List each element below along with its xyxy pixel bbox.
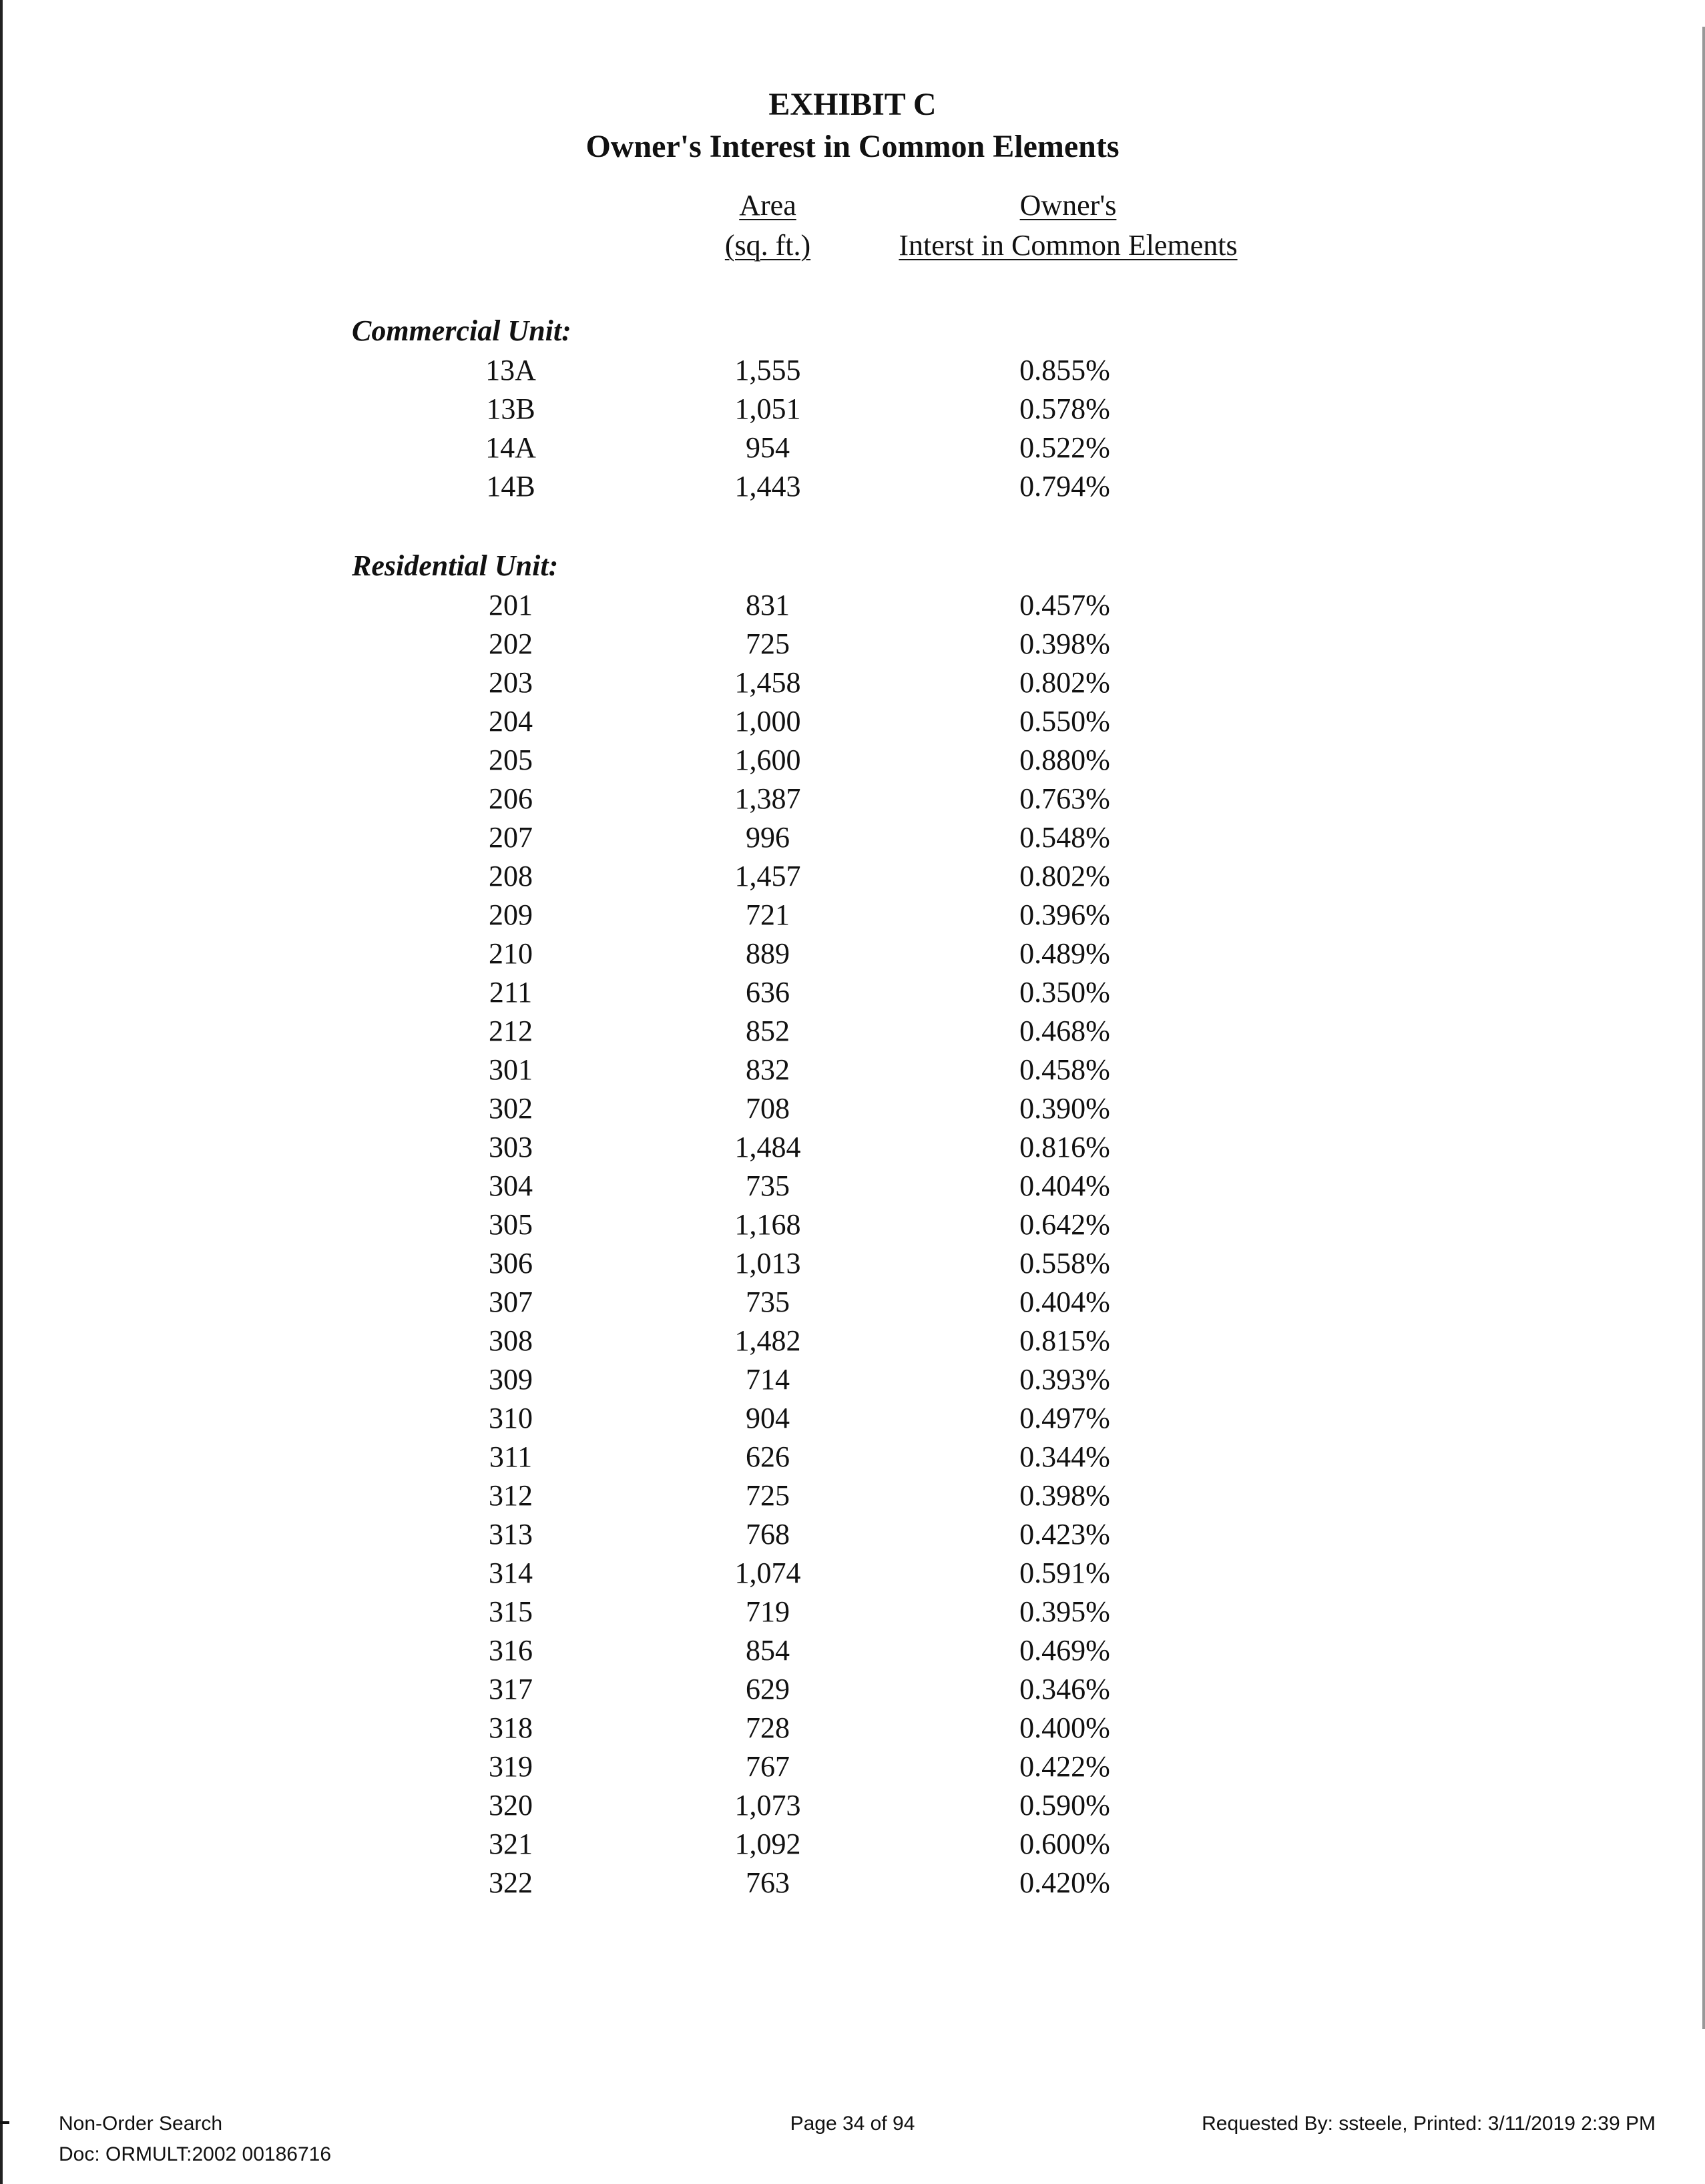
interest-cell: 0.423% [1019, 1518, 1110, 1551]
unit-number-cell: 311 [489, 1440, 533, 1473]
table-row [0, 1012, 1705, 1051]
unit-number-cell: 317 [489, 1673, 533, 1705]
area-cell: 904 [746, 1402, 790, 1434]
table-row [0, 780, 1705, 818]
area-cell: 1,555 [734, 354, 801, 386]
interest-cell: 0.346% [1019, 1673, 1110, 1705]
area-cell: 626 [746, 1440, 790, 1473]
unit-number-cell: 322 [489, 1866, 533, 1899]
table-row [0, 1322, 1705, 1360]
unit-number-cell: 314 [489, 1557, 533, 1589]
area-cell: 735 [746, 1286, 790, 1318]
table-row [0, 1554, 1705, 1593]
table-row [0, 429, 1705, 467]
unit-number-cell: 316 [489, 1634, 533, 1667]
table-row [0, 1593, 1705, 1631]
table-row [0, 390, 1705, 429]
table-row [0, 741, 1705, 780]
area-cell: 763 [746, 1866, 790, 1899]
unit-number-cell: 318 [489, 1711, 533, 1744]
unit-number-cell: 310 [489, 1402, 533, 1434]
area-cell: 629 [746, 1673, 790, 1705]
interest-cell: 0.558% [1019, 1247, 1110, 1280]
table-row [0, 973, 1705, 1012]
interest-cell: 0.404% [1019, 1169, 1110, 1202]
table-row [0, 663, 1705, 702]
interest-cell: 0.390% [1019, 1092, 1110, 1125]
unit-number-cell: 319 [489, 1750, 533, 1783]
table-row [0, 1438, 1705, 1476]
unit-number-cell: 204 [489, 705, 533, 738]
interest-cell: 0.457% [1019, 589, 1110, 621]
table-row [0, 1709, 1705, 1747]
commercial-section-label: Commercial Unit: [352, 314, 571, 347]
interest-cell: 0.600% [1019, 1828, 1110, 1860]
interest-cell: 0.350% [1019, 976, 1110, 1009]
table-row [0, 818, 1705, 857]
footer-doc-id: Doc: ORMULT:2002 00186716 [59, 2143, 332, 2165]
unit-number-cell: 307 [489, 1286, 533, 1318]
table-row [0, 1051, 1705, 1089]
unit-number-cell: 13A [485, 354, 536, 386]
area-header-line2: (sq. ft.) [724, 229, 811, 262]
table-row [0, 467, 1705, 506]
unit-number-cell: 209 [489, 898, 533, 931]
interest-cell: 0.880% [1019, 744, 1110, 776]
interest-cell: 0.395% [1019, 1595, 1110, 1628]
unit-number-cell: 208 [489, 860, 533, 892]
table-row [0, 896, 1705, 934]
area-cell: 996 [746, 821, 790, 854]
unit-number-cell: 205 [489, 744, 533, 776]
unit-number-cell: 301 [489, 1053, 533, 1086]
interest-cell: 0.794% [1019, 470, 1110, 503]
unit-number-cell: 321 [489, 1828, 533, 1860]
area-cell: 1,484 [734, 1131, 801, 1163]
unit-number-cell: 312 [489, 1479, 533, 1512]
table-row [0, 1244, 1705, 1283]
unit-number-cell: 206 [489, 782, 533, 815]
table-row [0, 1476, 1705, 1515]
area-cell: 1,600 [734, 744, 801, 776]
table-row [0, 1089, 1705, 1128]
area-cell: 735 [746, 1169, 790, 1202]
interest-cell: 0.469% [1019, 1634, 1110, 1667]
area-cell: 852 [746, 1015, 790, 1047]
area-cell: 721 [746, 898, 790, 931]
table-row [0, 1283, 1705, 1322]
area-cell: 1,092 [734, 1828, 801, 1860]
unit-number-cell: 309 [489, 1363, 533, 1396]
interest-cell: 0.420% [1019, 1866, 1110, 1899]
unit-number-cell: 308 [489, 1324, 533, 1357]
interest-cell: 0.458% [1019, 1053, 1110, 1086]
residential-section-label: Residential Unit: [352, 549, 559, 582]
area-cell: 1,168 [734, 1208, 801, 1241]
interest-header-line1: Owner's [1019, 189, 1117, 222]
interest-cell: 0.398% [1019, 1479, 1110, 1512]
interest-cell: 0.591% [1019, 1557, 1110, 1589]
interest-cell: 0.393% [1019, 1363, 1110, 1396]
table-row [0, 1360, 1705, 1399]
table-row [0, 351, 1705, 390]
unit-number-cell: 202 [489, 627, 533, 660]
interest-cell: 0.802% [1019, 666, 1110, 699]
unit-number-cell: 201 [489, 589, 533, 621]
table-row [0, 1747, 1705, 1786]
table-row [0, 1631, 1705, 1670]
page-title: EXHIBIT C [768, 87, 937, 122]
unit-number-cell: 315 [489, 1595, 533, 1628]
table-row [0, 1786, 1705, 1825]
footer-page-number: Page 34 of 94 [790, 2113, 915, 2135]
unit-number-cell: 212 [489, 1015, 533, 1047]
interest-cell: 0.522% [1019, 431, 1110, 464]
interest-cell: 0.396% [1019, 898, 1110, 931]
unit-number-cell: 13B [486, 392, 535, 425]
unit-number-cell: 302 [489, 1092, 533, 1125]
unit-number-cell: 305 [489, 1208, 533, 1241]
table-row [0, 1399, 1705, 1438]
table-row [0, 857, 1705, 896]
area-cell: 1,458 [734, 666, 801, 699]
interest-cell: 0.497% [1019, 1402, 1110, 1434]
interest-cell: 0.802% [1019, 860, 1110, 892]
interest-cell: 0.344% [1019, 1440, 1110, 1473]
interest-cell: 0.404% [1019, 1286, 1110, 1318]
table-row [0, 1825, 1705, 1864]
table-row [0, 1128, 1705, 1167]
area-cell: 889 [746, 937, 790, 970]
interest-cell: 0.398% [1019, 627, 1110, 660]
area-cell: 1,443 [734, 470, 801, 503]
area-cell: 831 [746, 589, 790, 621]
area-cell: 854 [746, 1634, 790, 1667]
interest-cell: 0.590% [1019, 1789, 1110, 1822]
interest-header-line2: Interst in Common Elements [899, 229, 1238, 262]
area-cell: 1,000 [734, 705, 801, 738]
interest-cell: 0.550% [1019, 705, 1110, 738]
table-row [0, 1515, 1705, 1554]
interest-cell: 0.578% [1019, 392, 1110, 425]
area-cell: 725 [746, 627, 790, 660]
table-row [0, 1864, 1705, 1902]
unit-number-cell: 14A [485, 431, 536, 464]
table-row [0, 1670, 1705, 1709]
unit-number-cell: 203 [489, 666, 533, 699]
area-cell: 832 [746, 1053, 790, 1086]
area-cell: 768 [746, 1518, 790, 1551]
unit-number-cell: 306 [489, 1247, 533, 1280]
unit-number-cell: 207 [489, 821, 533, 854]
interest-cell: 0.422% [1019, 1750, 1110, 1783]
unit-number-cell: 14B [486, 470, 535, 503]
area-cell: 1,074 [734, 1557, 801, 1589]
interest-cell: 0.400% [1019, 1711, 1110, 1744]
table-row [0, 1205, 1705, 1244]
area-cell: 1,051 [734, 392, 801, 425]
area-cell: 636 [746, 976, 790, 1009]
area-cell: 714 [746, 1363, 790, 1396]
interest-cell: 0.468% [1019, 1015, 1110, 1047]
area-cell: 1,457 [734, 860, 801, 892]
unit-number-cell: 210 [489, 937, 533, 970]
area-cell: 767 [746, 1750, 790, 1783]
area-cell: 719 [746, 1595, 790, 1628]
area-header-line1: Area [739, 189, 796, 222]
interest-cell: 0.763% [1019, 782, 1110, 815]
table-row [0, 1167, 1705, 1205]
footer-requested-by: Requested By: ssteele, Printed: 3/11/2019 2:39 PM [1202, 2113, 1656, 2135]
footer-search-type: Non-Order Search [59, 2113, 223, 2135]
unit-number-cell: 320 [489, 1789, 533, 1822]
area-cell: 708 [746, 1092, 790, 1125]
table-row [0, 625, 1705, 663]
unit-number-cell: 303 [489, 1131, 533, 1163]
area-cell: 1,013 [734, 1247, 801, 1280]
area-cell: 954 [746, 431, 790, 464]
table-row [0, 934, 1705, 973]
table-row [0, 702, 1705, 741]
area-cell: 1,073 [734, 1789, 801, 1822]
interest-cell: 0.855% [1019, 354, 1110, 386]
table-row [0, 586, 1705, 625]
area-cell: 1,482 [734, 1324, 801, 1357]
unit-number-cell: 313 [489, 1518, 533, 1551]
interest-cell: 0.489% [1019, 937, 1110, 970]
area-cell: 725 [746, 1479, 790, 1512]
area-cell: 728 [746, 1711, 790, 1744]
interest-cell: 0.642% [1019, 1208, 1110, 1241]
interest-cell: 0.548% [1019, 821, 1110, 854]
interest-cell: 0.815% [1019, 1324, 1110, 1357]
interest-cell: 0.816% [1019, 1131, 1110, 1163]
unit-number-cell: 211 [489, 976, 533, 1009]
area-cell: 1,387 [734, 782, 801, 815]
unit-number-cell: 304 [489, 1169, 533, 1202]
page-subtitle: Owner's Interest in Common Elements [585, 129, 1120, 164]
